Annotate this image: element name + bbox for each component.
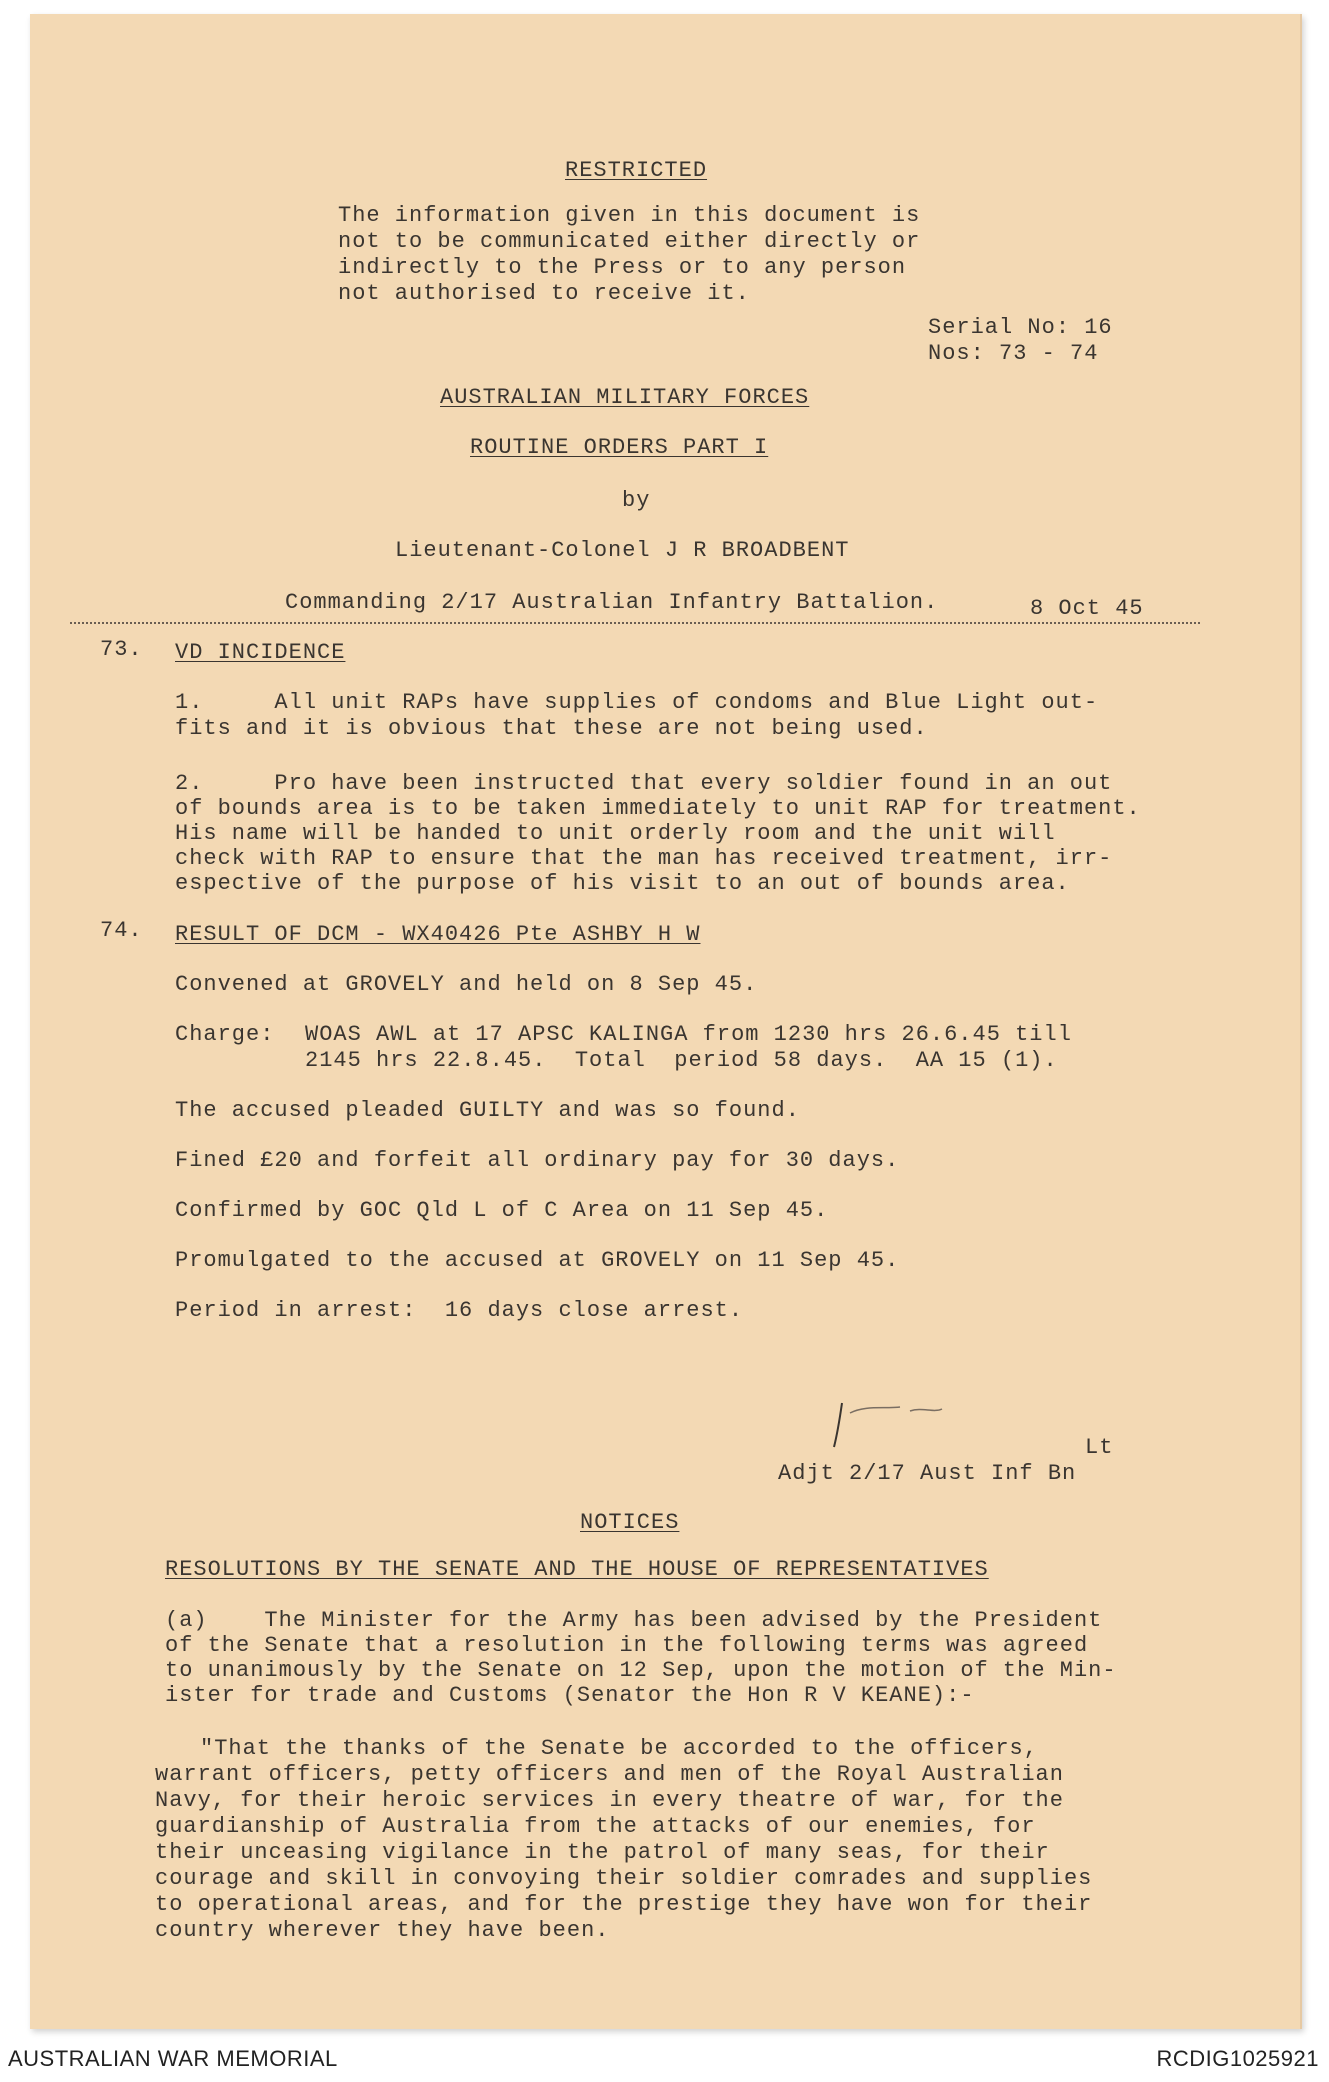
paragraph-line: espective of the purpose of his visit to an out of bounds area.	[175, 871, 1070, 896]
serial-number: Serial No: 16	[928, 315, 1113, 340]
arrest-line: Period in arrest: 16 days close arrest.	[175, 1298, 744, 1323]
footer-source: AUSTRALIAN WAR MEMORIAL	[8, 2046, 338, 2071]
item-title: RESULT OF DCM - WX40426 Pte ASHBY H W	[175, 922, 701, 947]
commanding-officer: Lieutenant-Colonel J R BROADBENT	[395, 538, 850, 563]
quote-line: their unceasing vigilance in the patrol of many seas, for their	[155, 1840, 1050, 1865]
charge-label: Charge:	[175, 1022, 275, 1047]
paragraph-line: 1. All unit RAPs have supplies of condoms and Blue Light out-	[175, 690, 1099, 715]
restriction-line: The information given in this document is	[338, 203, 921, 228]
confirmed-line: Confirmed by GOC Qld L of C Area on 11 Sep 45.	[175, 1198, 829, 1223]
notices-subheading: RESOLUTIONS BY THE SENATE AND THE HOUSE OF REPRESENTATIVES	[165, 1557, 989, 1582]
paragraph-line: (a) The Minister for the Army has been advised by the President	[165, 1608, 1103, 1633]
restriction-line: indirectly to the Press or to any person	[338, 255, 907, 280]
quote-line: guardianship of Australia from the attacks of our enemies, for	[155, 1814, 1036, 1839]
paragraph-line: 2. Pro have been instructed that every soldier found in an out	[175, 771, 1113, 796]
separator-line	[70, 622, 1200, 624]
restricted-heading: RESTRICTED	[565, 158, 708, 183]
sentence-line: Fined £20 and forfeit all ordinary pay for 30 days.	[175, 1148, 900, 1173]
notices-heading: NOTICES	[580, 1510, 680, 1535]
handwritten-signature	[830, 1395, 950, 1450]
paragraph-line: His name will be handed to unit orderly room and the unit will	[175, 821, 1056, 846]
quote-line: Navy, for their heroic services in every theatre of war, for the	[155, 1788, 1064, 1813]
quote-line: country wherever they have been.	[155, 1918, 610, 1943]
charge-line: WOAS AWL at 17 APSC KALINGA from 1230 hrs 26.6.45 till	[305, 1022, 1072, 1047]
signature-rank: Lt	[1085, 1435, 1114, 1460]
footer-id: RCDIG1025921	[1156, 2046, 1319, 2071]
charge-line: 2145 hrs 22.8.45. Total period 58 days. AA 15 (1).	[305, 1048, 1058, 1073]
paragraph-line: of bounds area is to be taken immediately to unit RAP for treatment.	[175, 796, 1141, 821]
promulgated-line: Promulgated to the accused at GROVELY on 11 Sep 45.	[175, 1248, 900, 1273]
plea-line: The accused pleaded GUILTY and was so found.	[175, 1098, 800, 1123]
unit-command: Commanding 2/17 Australian Infantry Battalion.	[285, 590, 939, 615]
quote-line: courage and skill in convoying their soldier comrades and supplies	[155, 1866, 1093, 1891]
quote-line: to operational areas, and for the prestige they have won for their	[155, 1892, 1093, 1917]
paragraph-line: to unanimously by the Senate on 12 Sep, upon the motion of the Min-	[165, 1658, 1117, 1683]
quote-line: warrant officers, petty officers and men of the Royal Australian	[155, 1762, 1064, 1787]
order-date: 8 Oct 45	[1030, 596, 1144, 621]
signature-title: Adjt 2/17 Aust Inf Bn	[778, 1461, 1077, 1486]
item-number: 74.	[100, 918, 143, 943]
paragraph-line: ister for trade and Customs (Senator the Hon R V KEANE):-	[165, 1683, 975, 1708]
paragraph-line: check with RAP to ensure that the man has received treatment, irr-	[175, 846, 1113, 871]
restriction-line: not to be communicated either directly or	[338, 229, 921, 254]
item-number: 73.	[100, 637, 143, 662]
convened-line: Convened at GROVELY and held on 8 Sep 45.	[175, 972, 758, 997]
paragraph-line: of the Senate that a resolution in the following terms was agreed	[165, 1633, 1089, 1658]
paragraph-line: fits and it is obvious that these are not being used.	[175, 716, 928, 741]
order-numbers: Nos: 73 - 74	[928, 341, 1099, 366]
orders-title: ROUTINE ORDERS PART I	[470, 435, 769, 460]
force-title: AUSTRALIAN MILITARY FORCES	[440, 385, 810, 410]
by-label: by	[622, 488, 651, 513]
restriction-line: not authorised to receive it.	[338, 281, 750, 306]
item-title: VD INCIDENCE	[175, 640, 346, 665]
quote-line: "That the thanks of the Senate be accorded to the officers,	[200, 1736, 1038, 1761]
